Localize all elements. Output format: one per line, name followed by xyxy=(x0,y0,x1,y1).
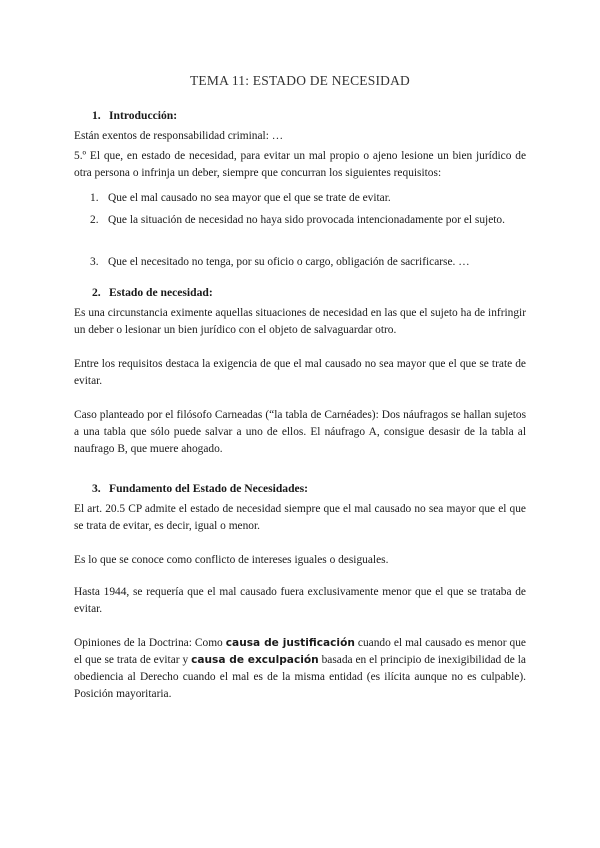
list-text: Que el mal causado no sea mayor que el que se trate de evitar. xyxy=(108,192,391,204)
section-heading-fundamento xyxy=(92,482,308,495)
causa-justificacion-term: causa de justificación xyxy=(225,637,355,649)
paragraph: El art. 20.5 CP admite el estado de necesidad siempre que el mal causado no sea mayor que el que se trata de evitar, es decir, igual o menor. xyxy=(74,503,526,532)
paragraph: Caso planteado por el filósofo Carneadas (“la tabla de Carnéades): Dos náufragos se hallan sujetos a una tabla que sólo puede salvar a uno de ellos. El náufrago A, consigue desasir de la tabla al naufrago B, que muere ahogado. xyxy=(74,409,526,455)
section-title: Introducción: xyxy=(109,109,178,122)
list-text: Que la situación de necesidad no haya sido provocada intencionadamente por el sujeto. xyxy=(108,214,505,226)
paragraph: Hasta 1944, se requería que el mal causado fuera exclusivamente menor que el que se trataba de evitar. xyxy=(74,586,526,615)
paragraph: 5.º El que, en estado de necesidad, para evitar un mal propio o ajeno lesione un bien jurídico de otra persona o infrinja un deber, siempre que concurran los siguientes requisitos: xyxy=(74,150,526,179)
list-item xyxy=(90,190,526,207)
list-item xyxy=(90,254,526,271)
section-number: 1. xyxy=(92,109,101,122)
opinion-text: Opiniones de la Doctrina: Como xyxy=(74,637,226,649)
section-number: 2. xyxy=(92,286,101,299)
causa-exculpacion-term: causa de exculpación xyxy=(191,654,319,666)
page-title: TEMA 11: ESTADO DE NECESIDAD xyxy=(189,73,410,88)
list-text: Que el necesitado no tenga, por su oficio o cargo, obligación de sacrificarse. … xyxy=(108,256,470,268)
section-title: Estado de necesidad: xyxy=(109,286,213,299)
section-number: 3. xyxy=(92,482,101,495)
opinion-text: basada en el principio de inexigibilidad de la obediencia al Derecho cuando el mal es de la misma entidad (es ilícita aunque no es culpable). Posición mayoritaria. xyxy=(74,654,526,700)
section-heading-introduccion xyxy=(92,109,177,122)
list-number: 1. xyxy=(90,192,99,204)
paragraph: Están exentos de responsabilidad criminal: … xyxy=(74,130,284,142)
section-heading-estado-de-necesidad xyxy=(92,286,213,299)
paragraph: Entre los requisitos destaca la exigencia de que el mal causado no sea mayor que el que se trate de evitar. xyxy=(74,358,526,387)
section-title: Fundamento del Estado de Necesidades: xyxy=(109,482,309,495)
list-number: 2. xyxy=(90,214,99,226)
list-item xyxy=(90,212,526,229)
opinion-text: cuando el mal causado es menor que el que se trata de evitar y xyxy=(74,637,526,666)
list-number: 3. xyxy=(90,256,99,268)
paragraph: Es lo que se conoce como conflicto de intereses iguales o desiguales. xyxy=(74,554,389,566)
paragraph: Es una circunstancia eximente aquellas situaciones de necesidad en las que el sujeto ha de infringir un deber o lesionar un bien jurídico con el objeto de salvaguardar otro. xyxy=(74,307,526,336)
paragraph-opinion xyxy=(74,635,526,703)
